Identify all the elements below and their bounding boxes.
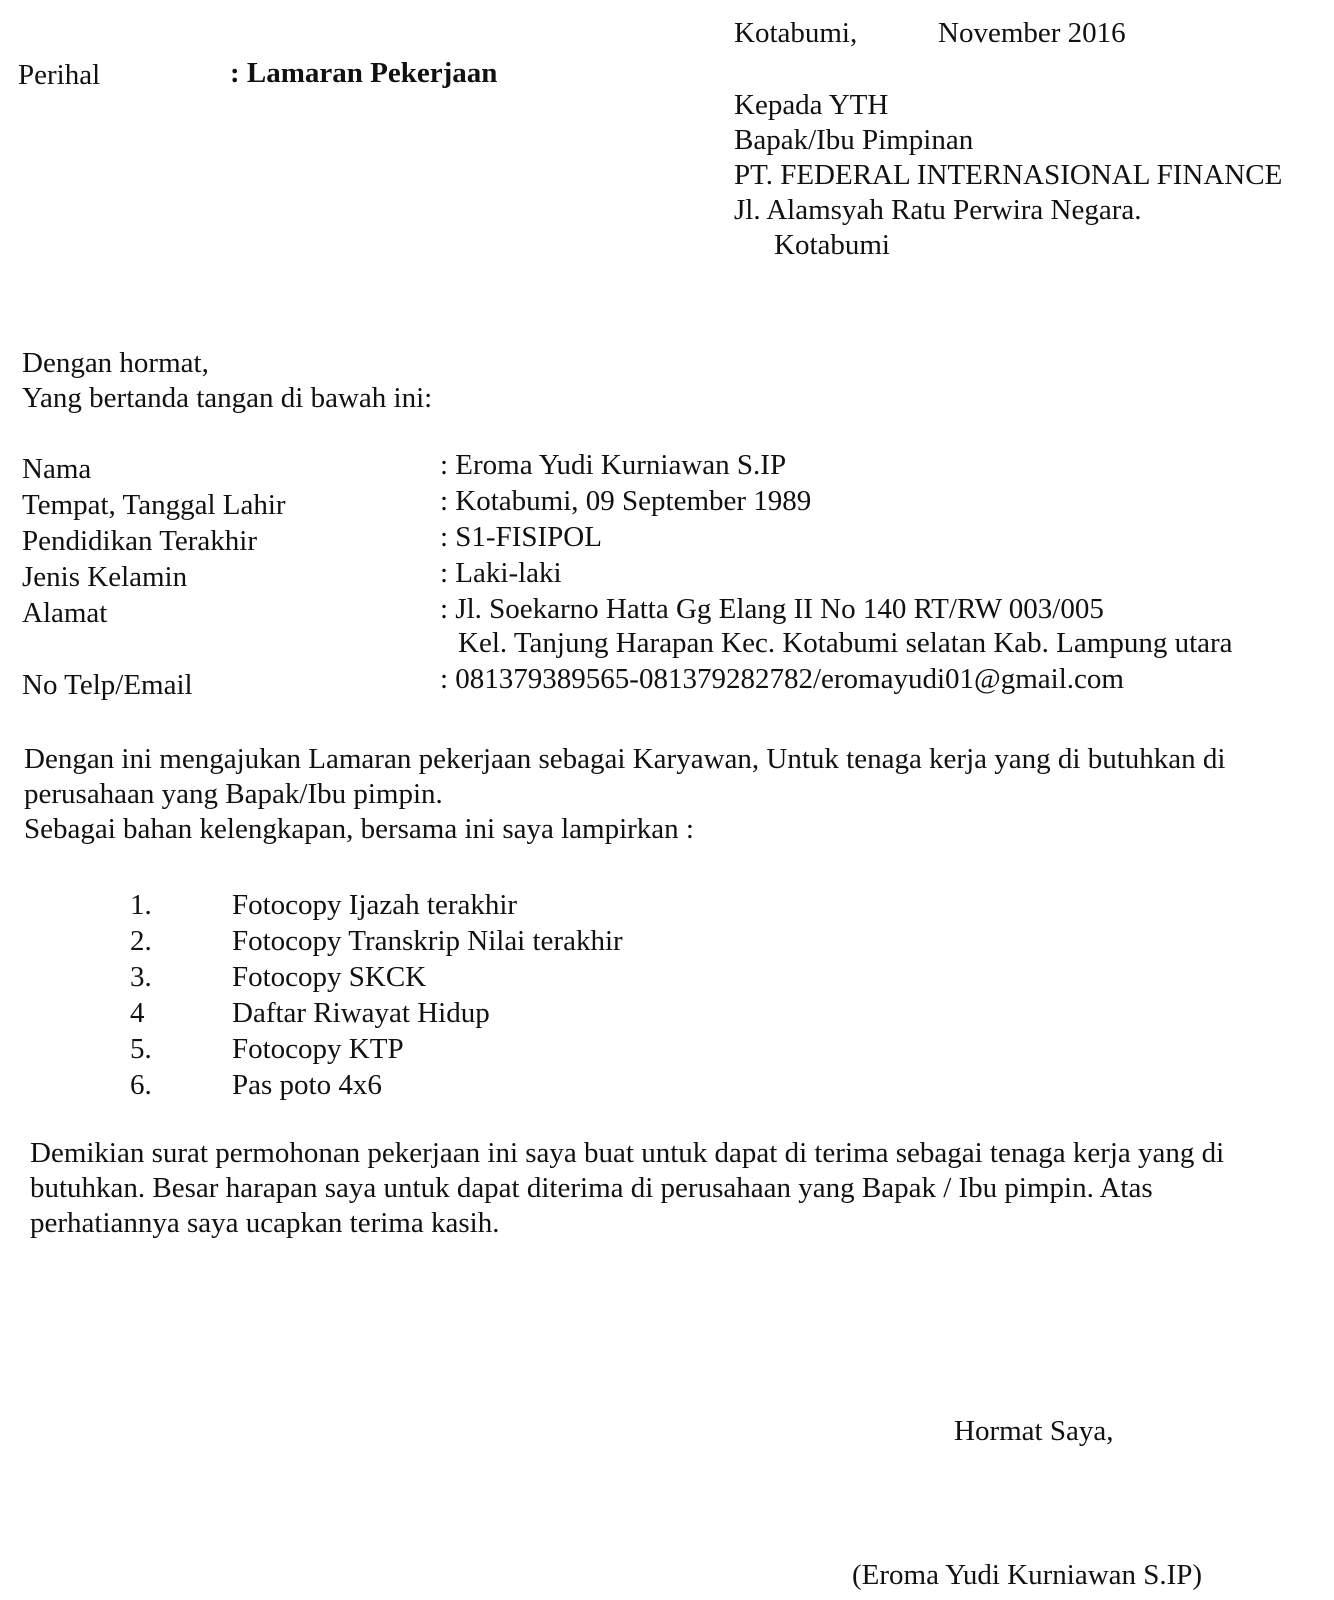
field-value: : S1-FISIPOL	[440, 521, 602, 553]
list-number: 2.	[130, 925, 152, 957]
list-text: Fotocopy Transkrip Nilai terakhir	[232, 925, 623, 957]
list-number: 3.	[130, 961, 152, 993]
list-number: 6.	[130, 1069, 152, 1101]
recipient-line-3: PT. FEDERAL INTERNASIONAL FINANCE	[734, 159, 1283, 191]
field-label: Jenis Kelamin	[22, 561, 188, 593]
field-label: Tempat, Tanggal Lahir	[22, 489, 286, 521]
closing-block	[30, 1136, 1224, 1241]
letter-place: Kotabumi,	[734, 17, 858, 49]
letter-date: November 2016	[938, 17, 1126, 49]
body-block	[24, 742, 1225, 847]
opening-block	[22, 346, 432, 416]
body-p1-line2: perusahaan yang Bapak/Ibu pimpin.	[24, 778, 443, 810]
salutation: Dengan hormat,	[22, 347, 209, 379]
recipient-line-5: Kotabumi	[774, 229, 890, 261]
list-text: Daftar Riwayat Hidup	[232, 997, 490, 1029]
field-value: : Kotabumi, 09 September 1989	[440, 485, 812, 517]
list-text: Fotocopy KTP	[232, 1033, 404, 1065]
subject-label: Perihal	[18, 59, 101, 91]
list-number: 1.	[130, 889, 152, 921]
list-number: 4	[130, 997, 145, 1029]
closing-line-1: Demikian surat permohonan pekerjaan ini saya buat untuk dapat di terima sebagai tenaga kerja yang di	[30, 1137, 1225, 1169]
recipient-line-2: Bapak/Ibu Pimpinan	[734, 124, 974, 156]
subject-value: : Lamaran Pekerjaan	[230, 57, 498, 89]
recipient-line-1: Kepada YTH	[734, 89, 889, 121]
recipient-block	[734, 88, 1282, 263]
list-text: Fotocopy Ijazah terakhir	[232, 889, 518, 921]
attachments-list	[0, 888, 800, 1108]
field-value: : Laki-laki	[440, 557, 562, 589]
list-text: Fotocopy SKCK	[232, 961, 427, 993]
list-text: Pas poto 4x6	[232, 1069, 382, 1101]
field-value: : 081379389565-081379282782/eromayudi01@gmail.com	[440, 663, 1124, 695]
field-label: Pendidikan Terakhir	[22, 525, 258, 557]
field-value-cont: Kel. Tanjung Harapan Kec. Kotabumi selatan Kab. Lampung utara	[458, 627, 1233, 659]
personal-data	[22, 449, 1322, 702]
signature-greeting: Hormat Saya,	[954, 1415, 1114, 1447]
closing-line-3: perhatiannya saya ucapkan terima kasih.	[30, 1207, 500, 1239]
body-p2: Sebagai bahan kelengkapan, bersama ini saya lampirkan :	[24, 813, 694, 845]
closing-line-2: butuhkan. Besar harapan saya untuk dapat diterima di perusahaan yang Bapak / Ibu pimpin. Atas	[30, 1172, 1153, 1204]
recipient-line-4: Jl. Alamsyah Ratu Perwira Negara.	[734, 194, 1142, 226]
field-label: No Telp/Email	[22, 669, 193, 701]
field-value: : Eroma Yudi Kurniawan S.IP	[440, 449, 787, 481]
list-number: 5.	[130, 1033, 152, 1065]
body-p1-line1: Dengan ini mengajukan Lamaran pekerjaan sebagai Karyawan, Untuk tenaga kerja yang di butuhkan di	[24, 743, 1226, 775]
field-value: : Jl. Soekarno Hatta Gg Elang II No 140 RT/RW 003/005	[440, 593, 1104, 625]
signature-name: (Eroma Yudi Kurniawan S.IP)	[852, 1559, 1203, 1591]
intro: Yang bertanda tangan di bawah ini:	[22, 382, 433, 414]
field-label: Nama	[22, 453, 92, 485]
field-label: Alamat	[22, 597, 108, 629]
